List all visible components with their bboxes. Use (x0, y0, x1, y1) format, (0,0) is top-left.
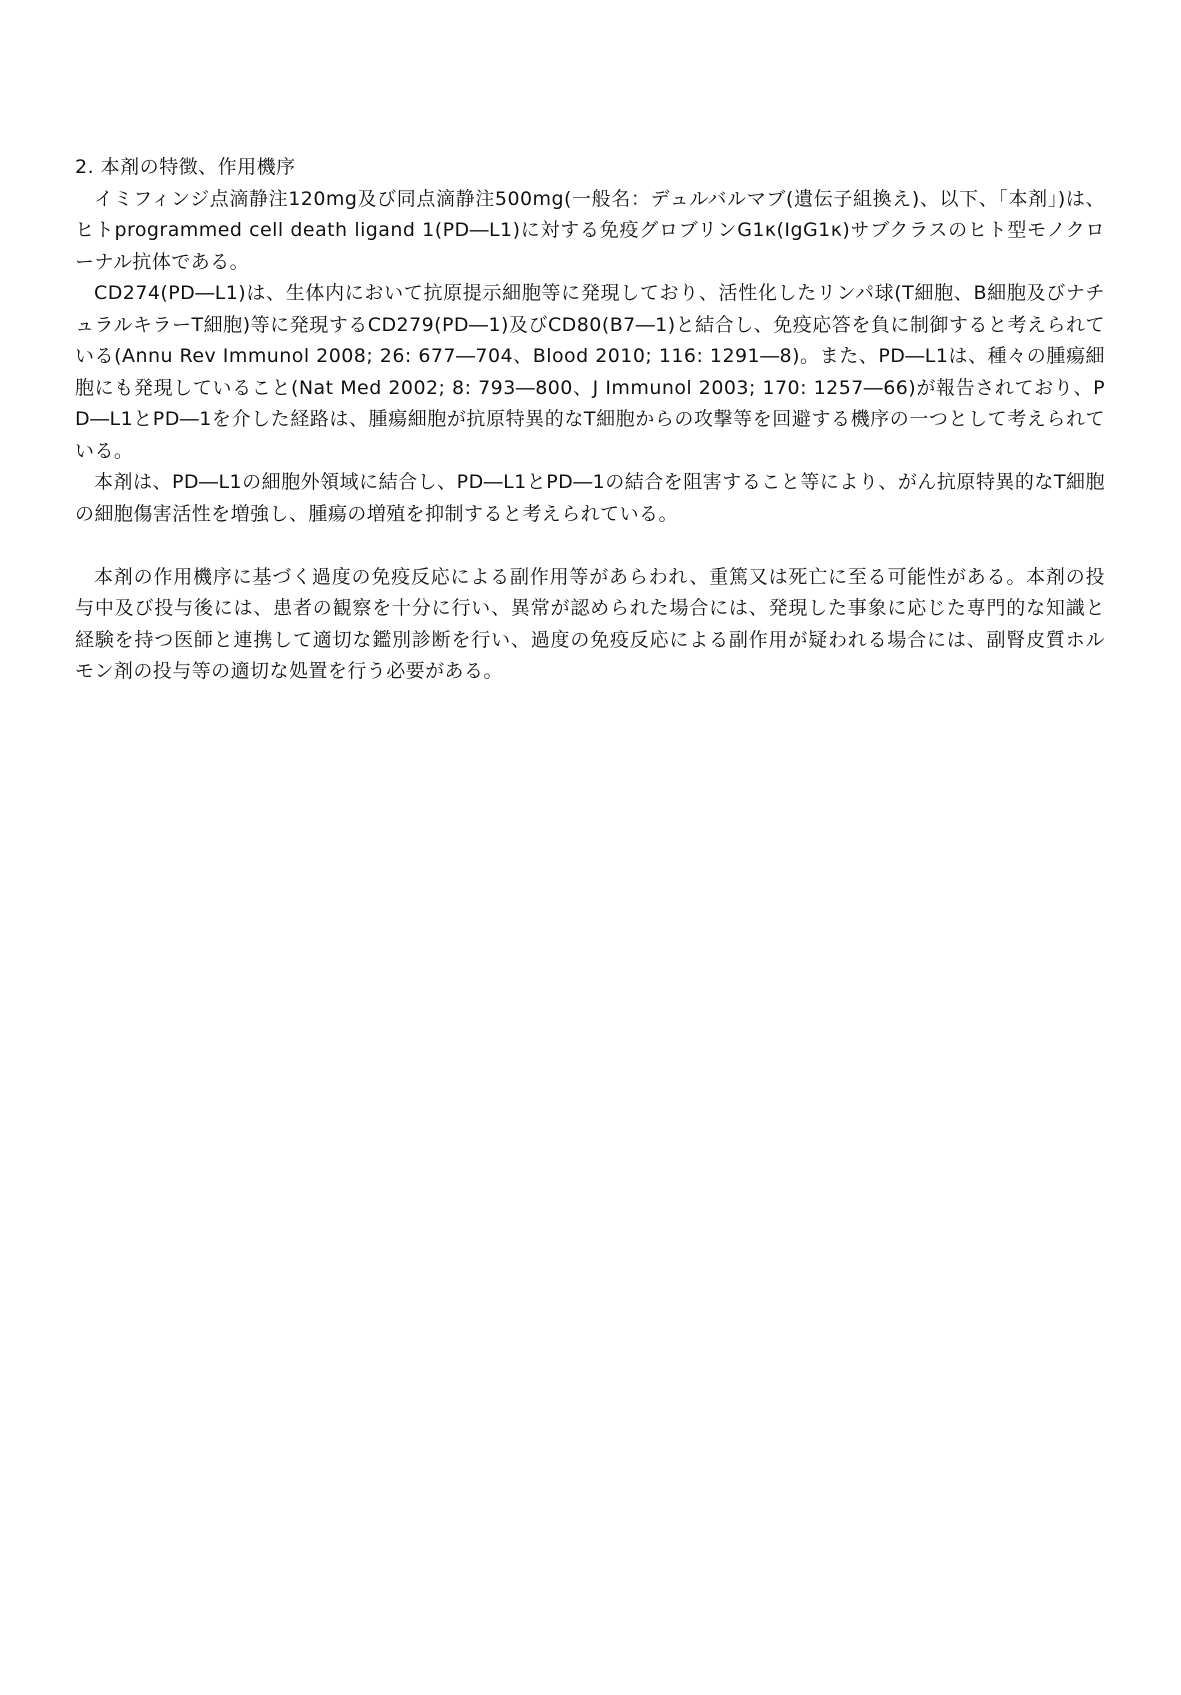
section-heading: 2. 本剤の特徴、作用機序 (75, 156, 296, 178)
document-content (75, 152, 1105, 688)
paragraph-spacer (75, 530, 1105, 562)
paragraph-product-overview: イミフィンジ点滴静注120mg及び同点滴静注500mg(一般名：デュルバルマブ(遺伝子組換え)、以下、「本剤」)は、ヒトprogrammed cell death ligand 1(PD―L1)に対する免疫グロブリンG1κ(IgG1κ)サブクラスのヒト型モノクローナル抗体である。 (75, 187, 1105, 273)
paragraph-safety-note: 本剤の作用機序に基づく過度の免疫反応による副作用等があらわれ、重篤又は死亡に至る可能性がある。本剤の投与中及び投与後には、患者の観察を十分に行い、異常が認められた場合には、発現した事象に応じた専門的な知識と経験を持つ医師と連携して適切な鑑別診断を行い、過度の免疫反応による副作用が疑われる場合には、副腎皮質ホルモン剤の投与等の適切な処置を行う必要がある。 (75, 565, 1105, 682)
paragraph-pd-l1-mechanism: CD274(PD―L1)は、生体内において抗原提示細胞等に発現しており、活性化したリンパ球(T細胞、B細胞及びナチュラルキラーT細胞)等に発現するCD279(PD―1)及びCD80(B7―1)と結合し、免疫応答を負に制御すると考えられている(Annu Rev Immunol 2008; 26: 677―704、Blood 2010; 116: 1291―8)。また、PD―L1は、種々の腫瘍細胞にも発現していること(Nat Med 2002; 8: 793―800、J Immunol 2003; 170: 1257―66)が報告されており、PD―L1とPD―1を介した経路は、腫瘍細胞が抗原特異的なT細胞からの攻撃等を回避する機序の一つとして考えられている。 (75, 282, 1105, 462)
paragraph-drug-action: 本剤は、PD―L1の細胞外領域に結合し、PD―L1とPD―1の結合を阻害すること等により、がん抗原特異的なT細胞の細胞傷害活性を増強し、腫瘍の増殖を抑制すると考えられている。 (75, 471, 1105, 525)
